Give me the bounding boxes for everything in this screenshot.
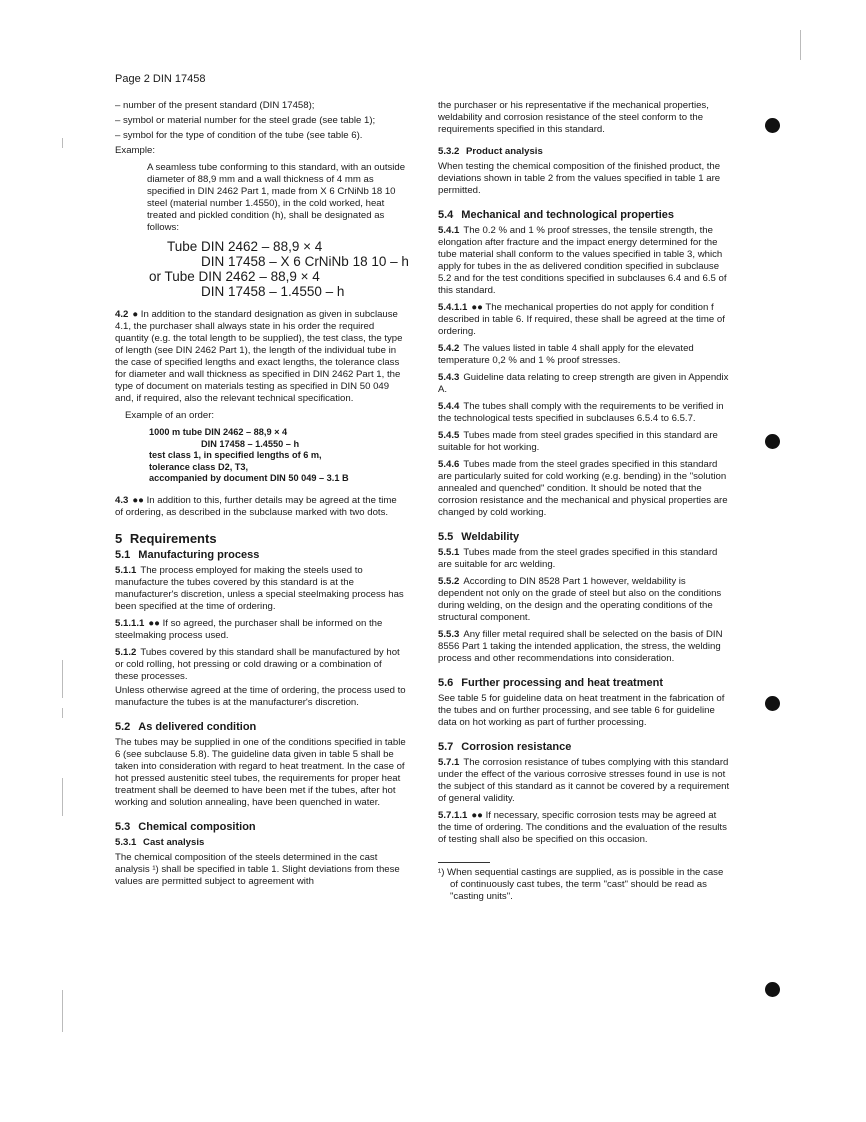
clause-text: ●● If necessary, specific corrosion tests may be agreed at the time of ordering. The conditions and the evaluation of the results of testing shall also be specified on this occasion. [438, 810, 727, 845]
section-heading [438, 531, 730, 543]
clause-number: 5.4.1 [438, 225, 460, 236]
section-number: 5.3 [115, 820, 131, 833]
margin-rule [62, 660, 63, 698]
clause-number: 5.5.3 [438, 629, 460, 640]
order-example [115, 427, 407, 485]
clause-number: 5.4.5 [438, 430, 460, 441]
clause-text: Tubes made from the steel grades specified in this standard are particularly suited for cold working (e.g. bending) in the "solution annealed and quenched" condition. It should be noted that the corrosion resistance and the mechanical and physical properties are changed by cold working. [438, 459, 728, 518]
clause-5-3-2: When testing the chemical composition of the finished product, the deviations shown in table 2 from the values specified in table 1 are permitted. [438, 161, 721, 196]
section-number: 5.6 [438, 677, 454, 689]
clause-text: ●● The mechanical properties do not apply for condition f described in table 6. If required, these shall be agreed at the time of ordering. [438, 302, 725, 337]
clause-text: ●● In addition to this, further details may be agreed at the time of ordering, as described in the subclause marked with two dots. [115, 494, 397, 518]
designation-block [115, 239, 407, 299]
clause-4-3 [115, 495, 407, 519]
clause-number: 4.3 [115, 494, 129, 506]
clause-text: Tubes made from the steel grades specified in this standard are suitable for arc welding. [438, 547, 718, 570]
section-title: Product analysis [466, 146, 543, 157]
clause-text: The corrosion resistance of tubes complying with this standard under the effect of the various corrosive stresses found in use is not the subject of this standard as it cannot be covered by a requirement of general validity. [438, 757, 730, 804]
clause-number: 5.4.2 [438, 343, 460, 354]
clause-text: ●● If so agreed, the purchaser shall be informed on the steelmaking process used. [115, 617, 383, 641]
order-line: accompanied by document DIN 50 049 – 3.1 B [149, 473, 349, 483]
section-number: 5.5 [438, 531, 454, 543]
footnote-divider [438, 862, 490, 863]
section-number: 5.7 [438, 741, 454, 753]
clause-5-4-1 [438, 225, 730, 297]
margin-rule [62, 708, 63, 718]
clause-number: 4.2 [115, 309, 129, 320]
clause-5-4-3 [438, 372, 730, 396]
clause-text: Tubes covered by this standard shall be manufactured by hot or cold rolling, hot pressing or cold drawing or a combination of these processes. [115, 646, 400, 682]
clause-5-4-4 [438, 401, 730, 425]
section-title: Further processing and heat treatment [461, 677, 664, 689]
clause-5-4-2 [438, 343, 730, 367]
clause-text: Any filler metal required shall be selected on the basis of DIN 8556 Part 1 taking the intended application, the stress, the welding process and other recommendations into consideration. [438, 629, 723, 664]
clause-number: 5.5.2 [438, 576, 460, 587]
clause-5-7-1 [438, 757, 730, 805]
subsection-heading [438, 146, 730, 158]
section-number: 5.2 [115, 720, 131, 733]
footnote: ¹) When sequential castings are supplied, as is possible in the case of continuously cast tubes, the term "cast" should be read as "casting units". [438, 867, 724, 902]
section-heading [438, 209, 730, 221]
margin-bullet-icon [765, 118, 780, 133]
clause-number: 5.4.3 [438, 372, 460, 383]
clause-text: The tubes shall comply with the requirements to be verified in the technological tests specified in subclauses 6.5.4 to 6.5.7. [438, 401, 724, 424]
list-item: – number of the present standard (DIN 17458); [115, 100, 315, 111]
section-heading [115, 530, 407, 546]
clause-5-2: The tubes may be supplied in one of the conditions specified in table 6 (see subclause 5.8). The guideline data given in table 5 shall be taken into consideration with regard to heat treatment. In the case of hot pressed austenitic steel tubes, the requirements for proper heat treatment shall be deemed to have been met if the tubes, after hot working and solution annealing, have been quenched in water. [115, 736, 406, 808]
margin-rule [62, 778, 63, 816]
designation-line: DIN 17458 – X 6 CrNiNb 18 10 – h [201, 254, 409, 269]
order-line: DIN 17458 – 1.4550 – h [201, 438, 300, 449]
clause-5-3-1: The chemical composition of the steels determined in the cast analysis ¹) shall be specified in table 1. Slight deviations from these values are permitted subject to agreement with [115, 851, 400, 887]
order-line: test class 1, in specified lengths of 6 m, [149, 450, 322, 460]
section-heading [115, 721, 407, 733]
list-item: – symbol or material number for the steel grade (see table 1); [115, 115, 376, 126]
margin-rule [62, 138, 63, 148]
clause-number: 5.4.4 [438, 401, 460, 412]
clause-text: Guideline data relating to creep strength are given in Appendix A. [438, 372, 729, 395]
section-title: Chemical composition [138, 820, 256, 833]
clause-number: 5.4.6 [438, 459, 460, 470]
order-line: tolerance class D2, T3, [149, 461, 249, 472]
margin-rule [62, 990, 63, 1032]
clause-number: 5.7.1 [438, 757, 460, 768]
section-heading [438, 677, 730, 689]
section-heading [438, 741, 730, 753]
clause-number: 5.7.1.1 [438, 810, 468, 821]
subsection-heading [115, 837, 407, 849]
section-title: Weldability [461, 531, 520, 543]
clause-text: The process employed for making the steels used to manufacture the tubes covered by this standard is at the manufacturer's discretion, unless a special steelmaking process has been specified at the time of ordering. [115, 564, 404, 612]
clause-5-5-3 [438, 629, 730, 665]
example-label: Example: [115, 145, 155, 156]
clause-5-1-1 [115, 565, 407, 613]
example-text: A seamless tube conforming to this standard, with an outside diameter of 88,9 mm and a wall thickness of 4 mm as specified in DIN 2462 Part 1, made from X 6 CrNiNb 18 10 steel (material number 1.4550), in the cold worked, heat treated and pickled condition (h), shall be designated as follows: [147, 162, 406, 233]
section-number: 5.4 [438, 209, 454, 221]
section-number: 5.1 [115, 548, 131, 561]
clause-5-4-6 [438, 459, 730, 519]
clause-number: 5.4.1.1 [438, 302, 468, 313]
clause-text: The values listed in table 4 shall apply for the elevated temperature 0,2 % and 1 % proof stresses. [438, 343, 694, 366]
clause-4-2 [115, 309, 407, 405]
clause-5-1-2 [115, 647, 407, 683]
section-number: 5.3.2 [438, 146, 460, 157]
right-column [438, 100, 730, 908]
continued-text: the purchaser or his representative if the mechanical properties, weldability and corrosion resistance of the steel conform to the requirements specified in this standard. [438, 100, 709, 135]
order-label: Example of an order: [125, 410, 215, 421]
designation-line: Tube DIN 2462 – 88,9 × 4 [167, 239, 323, 254]
clause-number: 5.1.1.1 [115, 617, 145, 629]
clause-5-4-5 [438, 430, 730, 454]
clause-text: ● In addition to the standard designation as given in subclause 4.1, the purchaser shall always state in his order the required quantity (e.g. the total length to be supplied), the test class, the type of length (see DIN 2462 Part 1), the length of the individual tube in the case of specified lengths and exact lengths, the tolerance class for diameter and wall thickness as specified in DIN 2462 Part 1, the type of document on materials testing as specified in DIN 50 049 and, if required, also the relevant technical specification. [115, 309, 403, 404]
section-title: Corrosion resistance [461, 741, 572, 753]
clause-5-1-1-1 [115, 618, 407, 642]
clause-5-6: See table 5 for guideline data on heat treatment in the fabrication of the tubes and on further processing, and see table 6 for guideline data on hot working as part of further processing. [438, 693, 725, 728]
section-title: Manufacturing process [138, 548, 260, 561]
clause-5-4-1-1 [438, 302, 730, 338]
designation-line: or Tube DIN 2462 – 88,9 × 4 [149, 269, 320, 284]
clause-text: Tubes made from steel grades specified in this standard are suitable for hot working. [438, 430, 718, 453]
list-item: – symbol for the type of condition of the tube (see table 6). [115, 130, 363, 141]
clause-5-1-2-continued: Unless otherwise agreed at the time of ordering, the process used to manufacture the tubes is at the manufacturer's discretion. [115, 684, 406, 708]
clause-5-7-1-1 [438, 810, 730, 846]
designation-line: DIN 17458 – 1.4550 – h [201, 284, 345, 299]
left-column [115, 100, 407, 893]
section-title: As delivered condition [138, 720, 257, 733]
clause-number: 5.5.1 [438, 547, 460, 558]
section-heading [115, 821, 407, 833]
margin-bullet-icon [765, 696, 780, 711]
page-header: Page 2 DIN 17458 [115, 73, 206, 85]
section-title: Mechanical and technological properties [461, 209, 675, 221]
section-number: 5 [115, 530, 123, 546]
margin-bullet-icon [765, 982, 780, 997]
section-title: Cast analysis [143, 836, 205, 848]
margin-rule [800, 30, 801, 60]
clause-5-5-2 [438, 576, 730, 624]
section-number: 5.3.1 [115, 836, 137, 848]
margin-bullet-icon [765, 434, 780, 449]
clause-text: The 0.2 % and 1 % proof stresses, the tensile strength, the elongation after fracture and the impact energy determined for the tube material shall conform to the values specified in table 3, which apply for tubes in the as delivered condition specified in subclause 5.2 and for the test conditions specified in subclauses 6.4 and 6.5 of this standard. [438, 225, 727, 296]
section-title: Requirements [129, 530, 217, 546]
clause-number: 5.1.1 [115, 564, 137, 576]
order-line: 1000 m tube DIN 2462 – 88,9 × 4 [149, 427, 288, 437]
clause-text: According to DIN 8528 Part 1 however, weldability is dependent not only on the grade of steel but also on the conditions during welding, on the design and the operating conditions of the structural component. [438, 576, 722, 623]
section-heading [115, 549, 407, 561]
clause-5-5-1 [438, 547, 730, 571]
clause-number: 5.1.2 [115, 646, 137, 658]
